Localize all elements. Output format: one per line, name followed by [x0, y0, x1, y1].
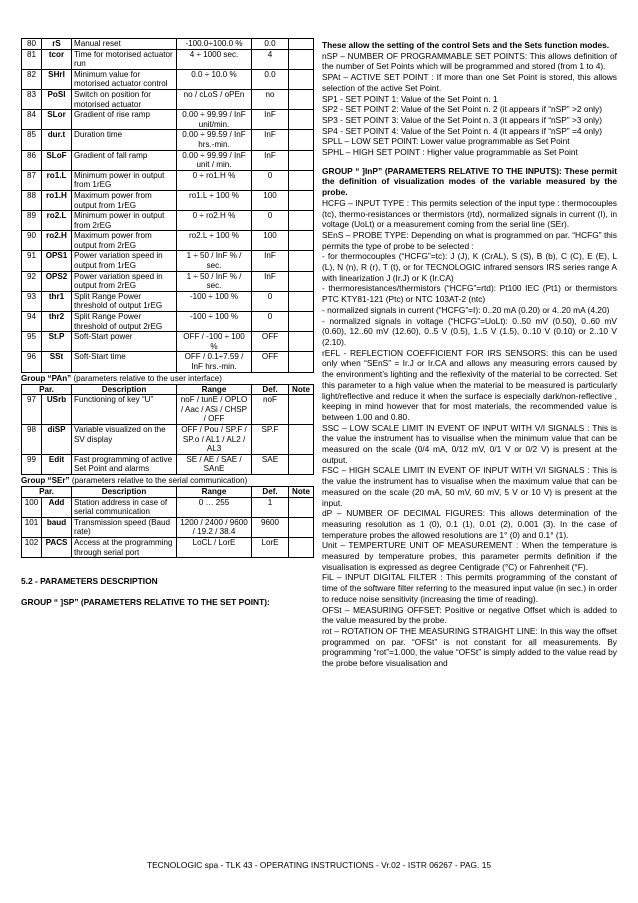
- param-description: Fast programming of active Set Point and alarms: [72, 454, 177, 474]
- param-note: [289, 170, 314, 190]
- header-def: Def.: [252, 384, 289, 395]
- param-description: Split Range Power threshold of output 2rEG: [72, 312, 177, 332]
- row-index: 88: [22, 190, 42, 210]
- param-default: SAE: [252, 454, 289, 474]
- row-index: 97: [22, 395, 42, 425]
- param-range: 0.00 ÷ 99.99 / InF unit / min.: [177, 150, 252, 170]
- group-sp-heading: GROUP “ ]SP” (PARAMETERS RELATIVE TO THE SET POINT):: [21, 597, 270, 608]
- param-range: LoCL / LorE: [177, 537, 252, 557]
- param-default: InF: [252, 110, 289, 130]
- param-description: Transmission speed (Baud rate): [72, 517, 177, 537]
- table-row: [22, 150, 314, 170]
- paragraph-sphl: SPHL – HIGH SET POINT : Higher value programmable as Set Point: [322, 147, 578, 158]
- param-description: Time for motorised actuator run: [72, 49, 177, 69]
- param-description: Power variation speed in output from 1rEG: [72, 251, 177, 271]
- row-index: 89: [22, 211, 42, 231]
- table-row: [22, 211, 314, 231]
- row-index: 94: [22, 312, 42, 332]
- param-range: SE / AE / SAE / SAnE: [177, 454, 252, 474]
- row-index: 95: [22, 332, 42, 352]
- param-note: [289, 190, 314, 210]
- param-code: ro1.L: [42, 170, 72, 190]
- row-index: 90: [22, 231, 42, 251]
- param-note: [289, 49, 314, 69]
- table-row: [22, 352, 314, 372]
- paragraph-hcfg: HCFG – INPUT TYPE : This permits selection of the input type : thermocouples (tc), thermo-resistances or thermistors (rtd), normalized signals in current (I), in voltage (UoLt) or a measurement coming from the serial line (SEr).: [322, 197, 617, 230]
- param-note: [289, 150, 314, 170]
- group-ser-label: Group “SEr”: [21, 475, 70, 485]
- param-note: [289, 312, 314, 332]
- row-index: 100: [22, 497, 42, 517]
- param-note: [289, 39, 314, 50]
- group-pan-title: [21, 374, 313, 384]
- group-inp-heading: GROUP “ ]InP” (PARAMETERS RELATIVE TO THE INPUTS): These permit the definition of visualization modes of the variable measured by the probe.: [322, 165, 617, 198]
- param-description: Gradient of fall ramp: [72, 150, 177, 170]
- param-range: OFF / 0.1÷7.59 / InF hrs.-min.: [177, 352, 252, 372]
- param-default: InF: [252, 150, 289, 170]
- param-range: -100.0÷100.0 %: [177, 39, 252, 50]
- row-index: 96: [22, 352, 42, 372]
- table-row: [22, 424, 314, 454]
- param-range: -100 ÷ 100 %: [177, 312, 252, 332]
- param-code: PoSI: [42, 89, 72, 109]
- param-range: 0.00 ÷ 99.99 / InF unit/min.: [177, 110, 252, 130]
- paragraph-voltage: - normalized signals in voltage (“HCFG”=UoLt): 0..50 mV (0.50), 0..60 mV (0.60), 12..60 mV (12.60), 0..5 V (0.5), 1..5 V (1.5), 0..10 V (0.10) or 2..10 V (2.10).: [322, 315, 617, 347]
- param-range: -100 ÷ 100 %: [177, 291, 252, 311]
- param-description: Minimum value for motorised actuator control: [72, 69, 177, 89]
- param-code: OPS2: [42, 271, 72, 291]
- row-index: 92: [22, 271, 42, 291]
- paragraph-sp2: SP2 - SET POINT 2: Value of the Set Point n. 2 (it appears if “nSP” >2 only): [322, 104, 603, 115]
- param-default: 4: [252, 49, 289, 69]
- param-note: [289, 271, 314, 291]
- paragraph-spll: SPLL – LOW SET POINT: Lower value programmable as Set Point: [322, 136, 570, 147]
- param-range: 4 ÷ 1000 sec.: [177, 49, 252, 69]
- param-default: noF: [252, 395, 289, 425]
- param-default: 0.0: [252, 69, 289, 89]
- paragraph-sp1: SP1 - SET POINT 1: Value of the Set Point n. 1: [322, 93, 498, 104]
- header-desc: Description: [72, 384, 177, 395]
- row-index: 82: [22, 69, 42, 89]
- table-row: [22, 251, 314, 271]
- param-note: [289, 424, 314, 454]
- paragraph-current: - normalized signals in current (“HCFG”=I): 0..20 mA (0.20) or 4..20 mA (4.20): [322, 304, 610, 315]
- table-row: [22, 170, 314, 190]
- paragraph-sp4: SP4 - SET POINT 4: Value of the Set Point n. 4 (it appears if “nSP” =4 only): [322, 125, 603, 136]
- param-default: OFF: [252, 352, 289, 372]
- param-note: [289, 110, 314, 130]
- page-footer: TECNOLOGIC spa - TLK 43 - OPERATING INSTRUCTIONS - Vr.02 - ISTR 06267 - PAG. 15: [146, 860, 492, 870]
- param-code: thr2: [42, 312, 72, 332]
- paragraph-sens: SEnS – PROBE TYPE: Depending on what is programmed on par. “HCFG” this permits the type of probe to be selected :: [322, 229, 617, 251]
- param-note: [289, 352, 314, 372]
- param-description: Access at the programming through serial port: [72, 537, 177, 557]
- paragraph-spat: SPAt – ACTIVE SET POINT : If more than one Set Point is stored, this allows selection of the active Set Point.: [322, 72, 617, 93]
- param-code: dur.t: [42, 130, 72, 150]
- param-code: SSt: [42, 352, 72, 372]
- paragraph-ofst: OFSt – MEASURING OFFSET: Positive or negative Offset which is added to the value measured by the probe.: [322, 604, 617, 626]
- paragraph-intro: These allow the setting of the control Sets and the Sets function modes.: [322, 40, 610, 50]
- param-default: no: [252, 89, 289, 109]
- param-range: ro1.L ÷ 100 %: [177, 190, 252, 210]
- param-code: SHrI: [42, 69, 72, 89]
- param-range: 1200 / 2400 / 9600 / 19.2 / 38.4: [177, 517, 252, 537]
- table-row: [22, 190, 314, 210]
- group-ser-title: [21, 476, 313, 486]
- row-index: 87: [22, 170, 42, 190]
- param-range: 0 … 255: [177, 497, 252, 517]
- table-row: [22, 395, 314, 425]
- param-note: [289, 251, 314, 271]
- param-range: 0.00 ÷ 99.59 / InF hrs.-min.: [177, 130, 252, 150]
- param-code: Edit: [42, 454, 72, 474]
- paragraph-sp3: SP3 - SET POINT 3: Value of the Set Point n. 3 (it appears if “nSP” >3 only): [322, 114, 603, 125]
- param-range: 0.0 ÷ 10.0 %: [177, 69, 252, 89]
- param-note: [289, 69, 314, 89]
- row-index: 91: [22, 251, 42, 271]
- param-range: 1 ÷ 50 / InF % / sec.: [177, 251, 252, 271]
- param-code: St.P: [42, 332, 72, 352]
- param-note: [289, 517, 314, 537]
- param-description: Minimum power in output from 2rEG: [72, 211, 177, 231]
- left-column: [21, 38, 313, 608]
- row-index: 99: [22, 454, 42, 474]
- parameter-table-main: [21, 38, 314, 373]
- param-range: 1 ÷ 50 / InF % / sec.: [177, 271, 252, 291]
- param-description: Soft-Start power: [72, 332, 177, 352]
- row-index: 101: [22, 517, 42, 537]
- param-default: InF: [252, 271, 289, 291]
- param-range: no / cLoS / oPEn: [177, 89, 252, 109]
- param-default: 1: [252, 497, 289, 517]
- row-index: 83: [22, 89, 42, 109]
- row-index: 81: [22, 49, 42, 69]
- right-column: [322, 40, 617, 669]
- param-note: [289, 89, 314, 109]
- param-default: 9600: [252, 517, 289, 537]
- param-range: 0 ÷ ro1.H %: [177, 170, 252, 190]
- param-range: 0 ÷ ro2.H %: [177, 211, 252, 231]
- param-note: [289, 395, 314, 425]
- param-range: ro2.L ÷ 100 %: [177, 231, 252, 251]
- param-code: tcor: [42, 49, 72, 69]
- param-default: InF: [252, 130, 289, 150]
- row-index: 93: [22, 291, 42, 311]
- param-description: Split Range Power threshold of output 1rEG: [72, 291, 177, 311]
- table-row: [22, 291, 314, 311]
- table-row: [22, 271, 314, 291]
- paragraph-rtd: - thermoresistances/thermistors (“HCFG”=rtd): Pt100 IEC (Pt1) or thermistors PTC KTY81-121 (Ptc) or NTC 103AT-2 (ntc): [322, 283, 617, 305]
- param-code: Add: [42, 497, 72, 517]
- param-code: thr1: [42, 291, 72, 311]
- param-default: 0: [252, 291, 289, 311]
- param-default: InF: [252, 251, 289, 271]
- paragraph-thermocouples: - for thermocouples (“HCFG”=tc): J (J), K (CrAL), S (S), B (b), C (C), E (E), L (L), N (n), R (r), T (t), or for TECNOLOGIC infrared sensors IRS series range A with linearization J (Ir.J) or K (Ir.CA): [322, 251, 617, 283]
- table-row: [22, 39, 314, 50]
- parameter-table-pan: [21, 384, 314, 475]
- param-note: [289, 454, 314, 474]
- param-code: ro2.H: [42, 231, 72, 251]
- table-row: [22, 497, 314, 517]
- param-description: Minimum power in output from 1rEG: [72, 170, 177, 190]
- group-ser-subtitle: (parameters relative to the serial communication): [71, 475, 248, 485]
- row-index: 80: [22, 39, 42, 50]
- group-pan-subtitle: (parameters relative to the user interface): [73, 373, 222, 383]
- param-default: 0.0: [252, 39, 289, 50]
- header-par: Par.: [22, 384, 72, 395]
- paragraph-rot: rot – ROTATION OF THE MEASURING STRAIGHT LINE: In this way the offset programmed on par. “OFSt” is not constant for all measurements. By programming “rot”=1.000, the value “OFSt” is simply added to the value read by the probe before visualisation and: [322, 625, 617, 669]
- param-code: OPS1: [42, 251, 72, 271]
- param-code: SLoF: [42, 150, 72, 170]
- paragraph-nsp: nSP – NUMBER OF PROGRAMMABLE SET POINTS: This allows definition of the number of Set Points which will be programmed and stored (from 1 to 4).: [322, 50, 617, 72]
- param-description: Maximum power from output from 1rEG: [72, 190, 177, 210]
- param-description: Manual reset: [72, 39, 177, 50]
- table-row: [22, 49, 314, 69]
- param-code: USrb: [42, 395, 72, 425]
- param-description: Soft-Start time: [72, 352, 177, 372]
- table-row: [22, 69, 314, 89]
- param-code: rS: [42, 39, 72, 50]
- param-note: [289, 537, 314, 557]
- param-range: OFF / Pou / SP.F / SP.o / AL1 / AL2 / AL3: [177, 424, 252, 454]
- param-default: LorE: [252, 537, 289, 557]
- group-pan-label: Group “PAn”: [21, 373, 72, 383]
- row-index: 86: [22, 150, 42, 170]
- header-note: Note: [289, 486, 314, 497]
- paragraph-fsc: FSC – HIGH SCALE LIMIT IN EVENT OF INPUT WITH V/I SIGNALS : This is the value the instrument has to visualise when the maximum value that can be measured on the scale (20 mA, 50 mV, 60 mV, 5 V or 10 V) is present at the input.: [322, 465, 617, 508]
- table-row: [22, 130, 314, 150]
- row-index: 85: [22, 130, 42, 150]
- param-description: Station address in case of serial communication: [72, 497, 177, 517]
- table-row: [22, 454, 314, 474]
- table-row: [22, 89, 314, 109]
- param-code: diSP: [42, 424, 72, 454]
- row-index: 84: [22, 110, 42, 130]
- table-row: [22, 312, 314, 332]
- header-par: Par.: [22, 486, 72, 497]
- paragraph-unit: Unit – TEMPERTURE UNIT OF MEASUREMENT : When the temperature is measured by temperature probes, this parameter permits definition if the visualisation is expressed as degree Centigrade (°C) or Fahrenheit (°F).: [322, 540, 617, 572]
- table-row: [22, 332, 314, 352]
- param-default: 0: [252, 170, 289, 190]
- param-default: 0: [252, 211, 289, 231]
- paragraph-refl: rEFL - REFLECTION COEFFICIENT FOR IRS SENSORS: this can be used only when “SEnS” = Ir.J or Ir.CA and allows any measuring errors caused by the environment’s lighting and the reflexivity of the material to be corrected. Set this parameter to a high value when the material to be measured is particularly light/reflective and reduce it when the surface is especially dark/non-reflective , keeping in mind however that for most materials, the recommended value is between 1.00 and 0.80.: [322, 347, 617, 422]
- param-code: ro2.L: [42, 211, 72, 231]
- param-description: Switch on position for motorised actuator: [72, 89, 177, 109]
- param-note: [289, 211, 314, 231]
- param-description: Power variation speed in output from 2rEG: [72, 271, 177, 291]
- param-code: ro1.H: [42, 190, 72, 210]
- param-default: 0: [252, 312, 289, 332]
- param-description: Duration time: [72, 130, 177, 150]
- param-range: OFF / -100 ÷ 100 %: [177, 332, 252, 352]
- param-default: OFF: [252, 332, 289, 352]
- parameter-table-ser: [21, 486, 314, 558]
- param-note: [289, 497, 314, 517]
- header-note: Note: [289, 384, 314, 395]
- header-range: Range: [177, 486, 252, 497]
- paragraph-fil: FiL – INPUT DIGITAL FILTER : This permits programming of the constant of time of the software filter referring to the measured input value (in sec.) in order to reduce noise sensitivity (increasing the time of reading).: [322, 572, 617, 604]
- param-code: SLor: [42, 110, 72, 130]
- param-code: PACS: [42, 537, 72, 557]
- table-row: [22, 537, 314, 557]
- paragraph-dp: dP – NUMBER OF DECIMAL FIGURES: This allows determination of the measuring resolution as 1 (0), 0.1 (1), 0.01 (2), 0.001 (3). In the case of temperature probes the allowed resolutions are 1° (0) and 0.1° (1).: [322, 508, 617, 540]
- param-code: baud: [42, 517, 72, 537]
- paragraph-ssc: SSC – LOW SCALE LIMIT IN EVENT OF INPUT WITH V/I SIGNALS : This is the value the instrument has to visualise when the minimum value that can be measured on the scale (0/4 mA, 0/12 mV, 0/1 V or 0/2 V) is present at the output.: [322, 422, 617, 465]
- param-description: Gradient of rise ramp: [72, 110, 177, 130]
- table-row: [22, 110, 314, 130]
- param-default: SP.F: [252, 424, 289, 454]
- param-description: Functioning of key “U”: [72, 395, 177, 425]
- param-description: Variable visualized on the SV display: [72, 424, 177, 454]
- table-row: [22, 231, 314, 251]
- param-default: 100: [252, 190, 289, 210]
- row-index: 98: [22, 424, 42, 454]
- param-range: noF / tunE / OPLO / Aac / ASi / CHSP / OFF: [177, 395, 252, 425]
- param-note: [289, 130, 314, 150]
- section-heading-5-2: 5.2 - PARAMETERS DESCRIPTION: [21, 576, 158, 587]
- param-default: 100: [252, 231, 289, 251]
- param-note: [289, 332, 314, 352]
- param-note: [289, 231, 314, 251]
- param-note: [289, 291, 314, 311]
- param-description: Maximum power from output from 2rEG: [72, 231, 177, 251]
- header-def: Def.: [252, 486, 289, 497]
- header-range: Range: [177, 384, 252, 395]
- header-desc: Description: [72, 486, 177, 497]
- table-row: [22, 517, 314, 537]
- row-index: 102: [22, 537, 42, 557]
